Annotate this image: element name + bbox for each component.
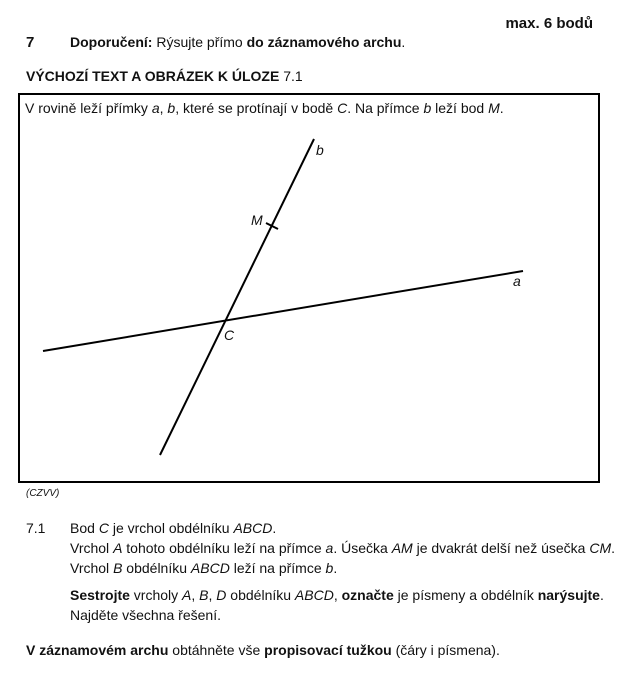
question-number: 7.1 (26, 520, 46, 536)
text-run: narýsujte (537, 587, 600, 603)
text-run: . Na přímce (347, 100, 424, 116)
text-run: A (113, 540, 123, 556)
recommendation-label: Doporučení: (70, 34, 153, 50)
text-run: Vrchol (70, 560, 114, 576)
line-b (160, 139, 314, 455)
text-run: vrcholy (129, 587, 183, 603)
text-run: je písmeny a obdélník (393, 587, 538, 603)
text-run: označte (341, 587, 394, 603)
text-run: je dvakrát delší než úsečka (412, 540, 590, 556)
text-run: , (159, 100, 168, 116)
text-run: C (337, 100, 348, 116)
source-credit: (CZVV) (26, 488, 60, 499)
point-c-label: C (224, 327, 235, 343)
max-points: max. 6 bodů (505, 15, 593, 32)
text-run: ABCD (294, 587, 334, 603)
text-run: V rovině leží přímky (25, 100, 152, 116)
task-number: 7 (26, 34, 35, 51)
text-run: AM (391, 540, 413, 556)
text-run: Sestrojte (70, 587, 130, 603)
question-instruction (70, 587, 604, 603)
text-run: . (333, 560, 338, 576)
text-run: Vrchol (70, 540, 114, 556)
text-run: b (325, 560, 334, 576)
text-run: ABCD (190, 560, 230, 576)
section-heading-title: VÝCHOZÍ TEXT A OBRÁZEK K ÚLOZE (26, 68, 280, 84)
text-run: . Úsečka (333, 540, 392, 556)
line-a (43, 271, 523, 351)
text-run: propisovací tužkou (264, 642, 392, 658)
figure-intro-text (25, 100, 504, 116)
text-run: (čáry i písmena). (391, 642, 500, 658)
text-run: , (191, 587, 200, 603)
text-run: obdélníku (122, 560, 191, 576)
text-run: C (98, 520, 109, 536)
section-heading-number: 7.1 (279, 68, 303, 84)
text-run: je vrchol obdélníku (108, 520, 234, 536)
text-run: b (423, 100, 432, 116)
question-line-2 (70, 540, 615, 556)
section-heading (26, 68, 303, 84)
text-run: , které se protínají v bodě (175, 100, 338, 116)
text-run: leží na přímce (229, 560, 326, 576)
text-run: , (208, 587, 217, 603)
text-run: D (216, 587, 227, 603)
text-run: ABCD (233, 520, 273, 536)
question-find-all (70, 607, 221, 623)
figure-box (18, 93, 600, 483)
text-run: M (488, 100, 500, 116)
question-line-3 (70, 560, 337, 576)
text-run: A (182, 587, 192, 603)
text-run: b (167, 100, 176, 116)
final-note (26, 642, 500, 658)
line-b-label: b (316, 142, 324, 158)
text-run: a (325, 540, 334, 556)
text-run: B (199, 587, 209, 603)
recommendation-end: . (401, 34, 406, 50)
geometry-figure (20, 95, 598, 481)
text-run: . (272, 520, 277, 536)
text-run: CM (589, 540, 612, 556)
text-run: a (151, 100, 160, 116)
text-run: obdélníku (226, 587, 295, 603)
text-run: . (599, 587, 604, 603)
question-line-1 (70, 520, 276, 536)
recommendation (70, 34, 405, 50)
text-run: B (113, 560, 123, 576)
recommendation-text: Rýsujte přímo (152, 34, 247, 50)
text-run: obtáhněte vše (168, 642, 265, 658)
text-run: V záznamovém archu (26, 642, 169, 658)
text-run: . (611, 540, 616, 556)
point-m-label: M (251, 212, 263, 228)
text-run: . (499, 100, 504, 116)
text-run: leží bod (431, 100, 489, 116)
line-a-label: a (513, 273, 521, 289)
text-run: tohoto obdélníku leží na přímce (122, 540, 326, 556)
text-run: Najděte všechna řešení. (70, 607, 221, 623)
recommendation-emphasis: do záznamového archu (246, 34, 402, 50)
text-run: , (333, 587, 342, 603)
text-run: Bod (70, 520, 99, 536)
